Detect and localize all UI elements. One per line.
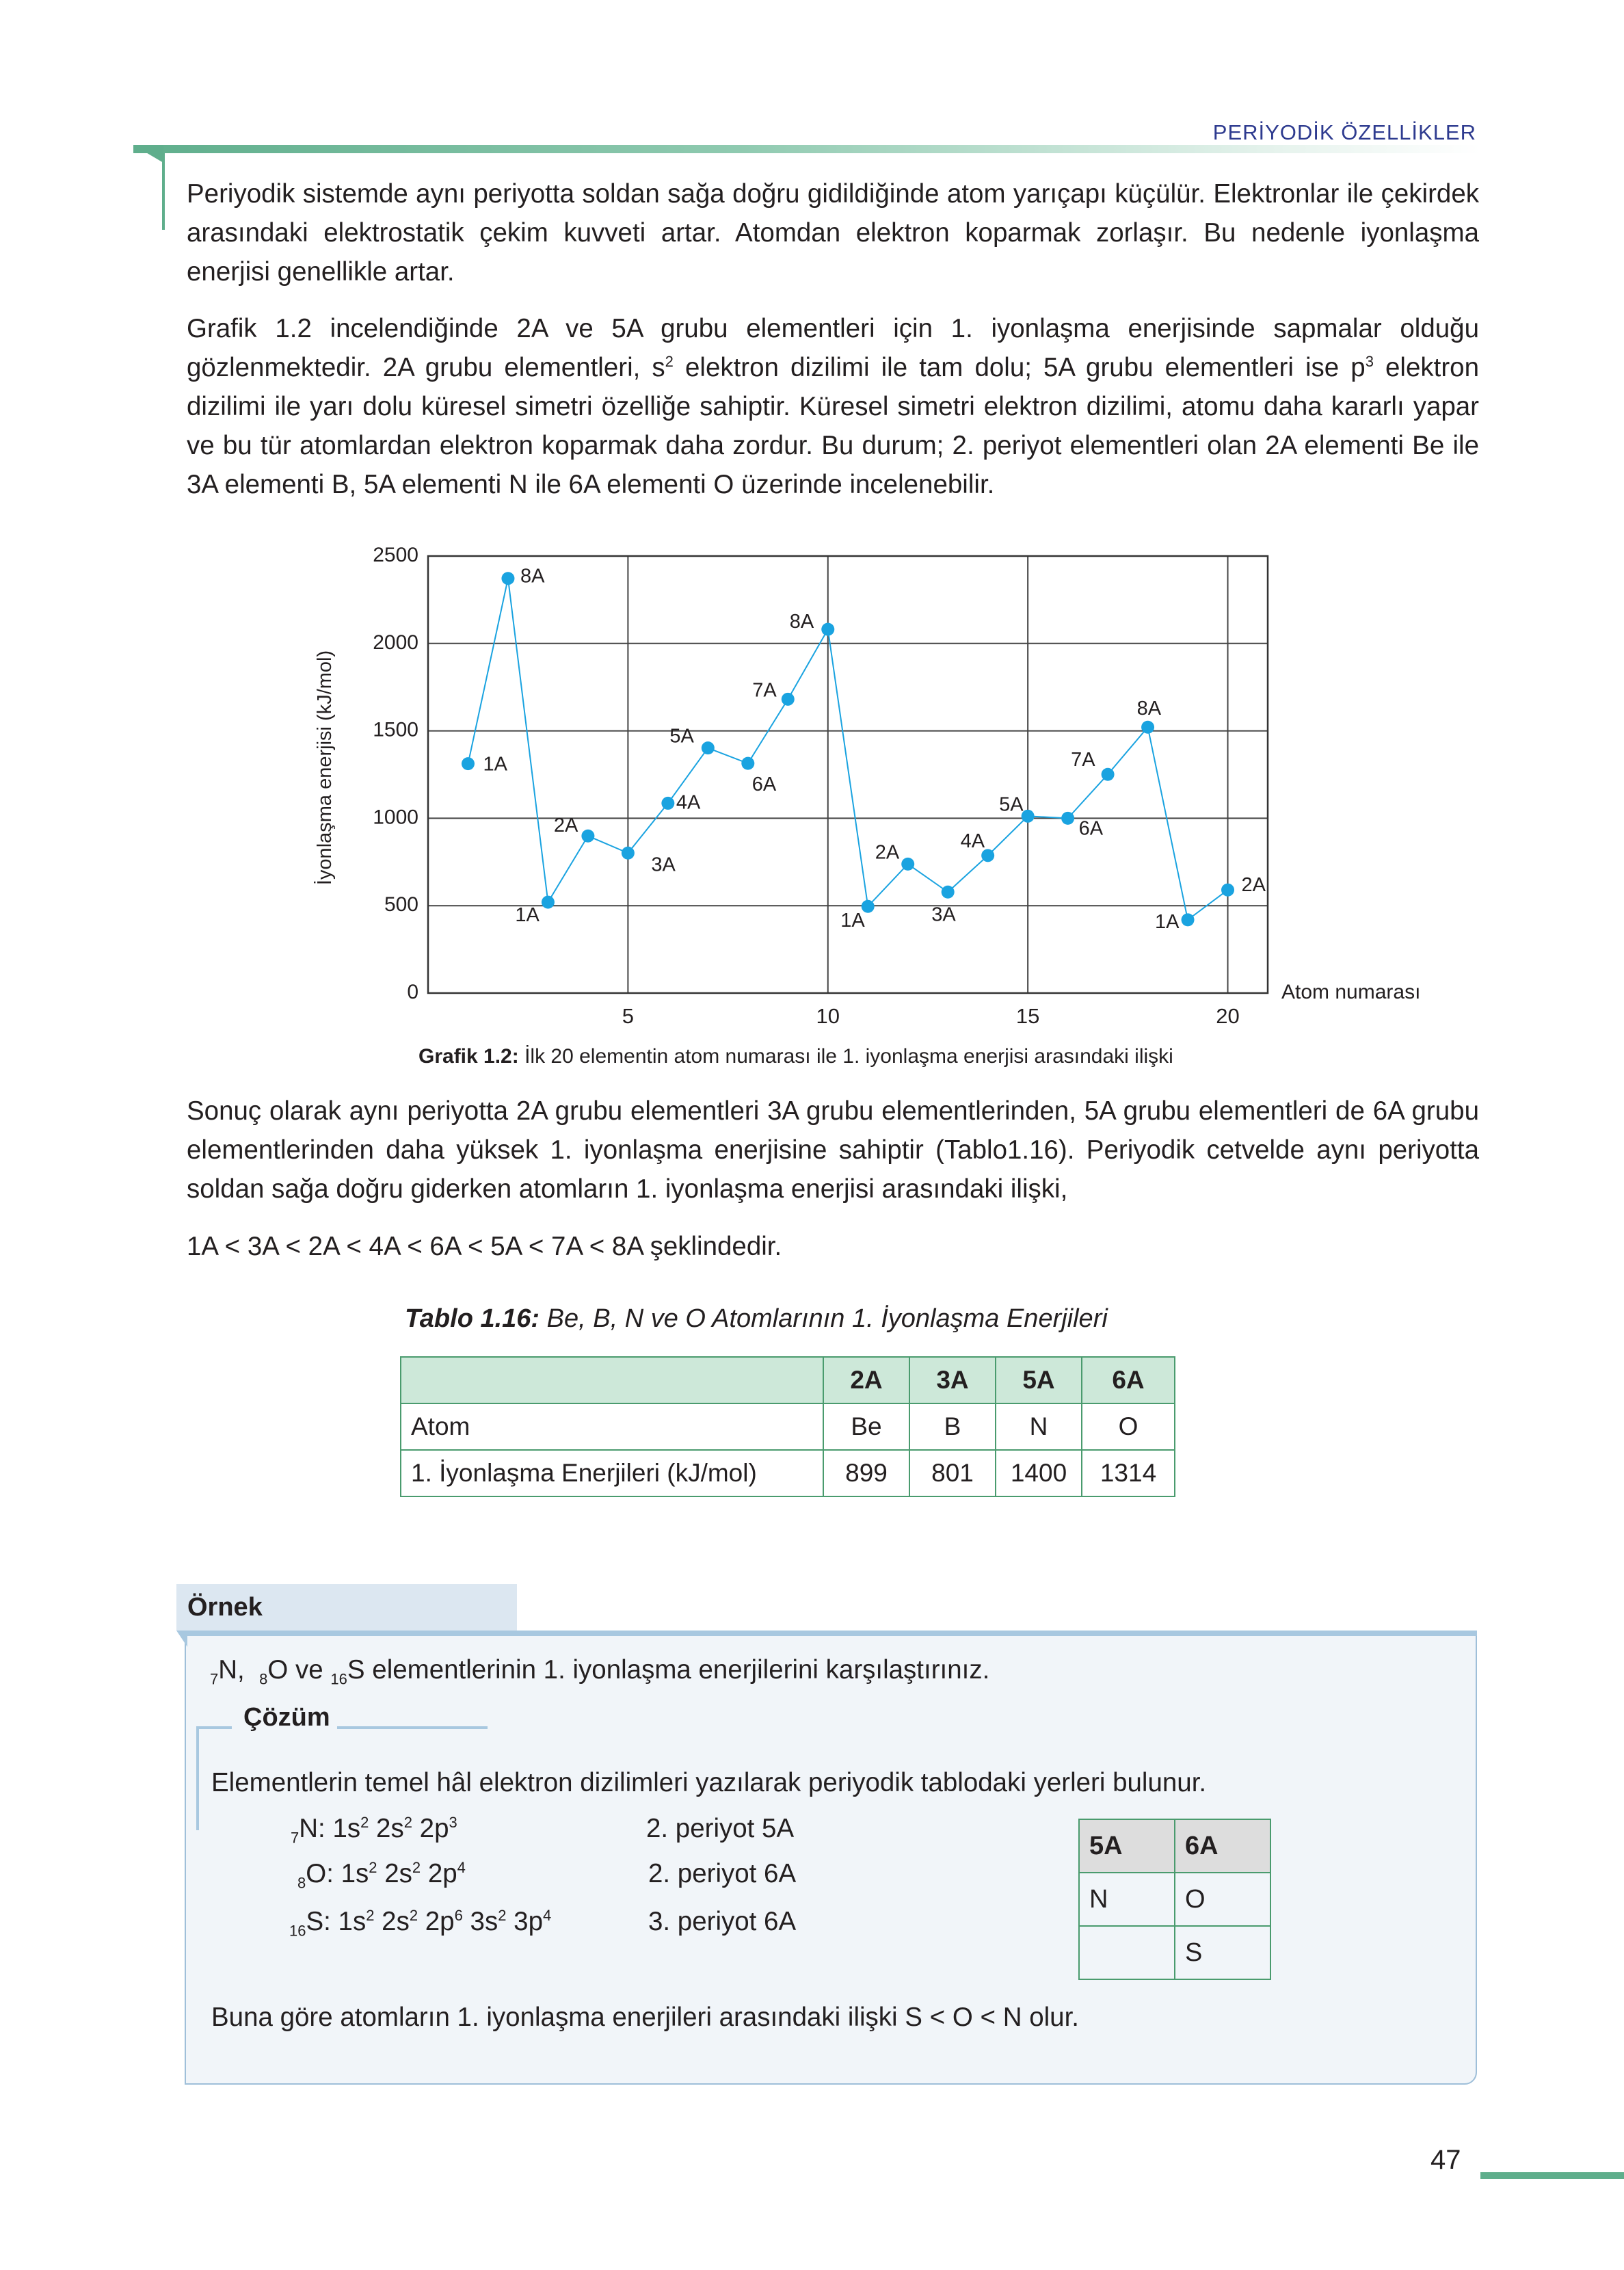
table-cell: 801 <box>909 1450 996 1496</box>
x-tick-label: 15 <box>1015 1004 1040 1028</box>
y-tick-label: 2500 <box>373 544 418 566</box>
table-cell: B <box>909 1403 996 1450</box>
example-conclusion: Buna göre atomların 1. iyonlaşma enerjileri arasındaki ilişki S < O < N olur. <box>211 2003 1079 2032</box>
mini-table-cell: O <box>1175 1873 1270 1926</box>
periodic-mini-table <box>1078 1819 1271 1980</box>
chart-caption: Grafik 1.2: İlk 20 elementin atom numarası ile 1. iyonlaşma enerjisi arasındaki ilişki <box>418 1045 1173 1068</box>
data-point <box>821 623 834 636</box>
data-label: 6A <box>751 774 777 796</box>
example-decor-tab <box>176 1631 187 1647</box>
data-point <box>782 693 795 706</box>
data-label: 3A <box>931 903 956 926</box>
data-point <box>581 830 594 843</box>
paragraph-3: Sonuç olarak aynı periyotta 2A grubu elementleri 3A grubu elementlerinden, 5A grubu elementleri de 6A grubu elementlerinden daha yüksek 1. iyonlaşma enerjisine sahiptir (Tablo1.16). Periyodik cetvelde aynı periyotta soldan sağa doğru giderken atomların 1. iyonlaşma enerjisi arasındaki ilişki, <box>187 1096 1479 1204</box>
data-label: 4A <box>676 791 701 814</box>
electron-config-n: $_7$N: $1s^2$ $2s^2$ $2p^3$ <box>291 1814 457 1847</box>
data-label: 1A <box>1155 910 1180 933</box>
data-label: 6A <box>1078 817 1104 840</box>
data-label: 1A <box>515 904 540 927</box>
solution-label: Çözüm <box>243 1703 330 1732</box>
mini-table-header-cell: 6A <box>1175 1819 1270 1873</box>
data-label: 5A <box>999 793 1024 816</box>
data-point <box>542 896 555 909</box>
data-point <box>622 847 635 860</box>
data-point <box>1221 884 1234 897</box>
example-label: Örnek <box>176 1584 517 1631</box>
electron-config-o: $_8$O: $1s^2$ $2s^2$ $2p^4$ <box>297 1859 466 1892</box>
data-label: 8A <box>520 565 545 588</box>
data-point <box>1061 812 1074 825</box>
table-cell: O <box>1082 1403 1175 1450</box>
mini-table-cell <box>1079 1926 1175 1979</box>
mini-table-cell: S <box>1175 1926 1270 1979</box>
data-label: 2A <box>1241 874 1266 897</box>
x-tick-label: 10 <box>816 1004 840 1028</box>
page-number: 47 <box>1430 2145 1461 2175</box>
x-tick-label: 5 <box>622 1004 635 1028</box>
paragraph-1: Periyodik sistemde aynı periyotta soldan sağa doğru gidildiğinde atom yarıçapı küçülür. Elektronlar ile çekirdek arasındaki elektrostatik çekim kuvveti artar. Atomdan elektron koparmak zorlaşır. Bu nedenle iyonlaşma enerjisi genellikle artar. <box>187 179 1479 287</box>
table-cell: 899 <box>823 1450 909 1496</box>
period-group-s: 3. periyot 6A <box>648 1907 797 1936</box>
table-header-cell <box>401 1357 823 1403</box>
data-label: 1A <box>483 753 507 776</box>
data-point <box>901 858 914 871</box>
footer-decor-bar <box>1480 2172 1624 2179</box>
data-label: 2A <box>875 841 900 864</box>
series-line <box>468 579 1227 920</box>
solution-frame-line <box>337 1726 488 1729</box>
table-header-cell: 2A <box>823 1357 909 1403</box>
running-header: PERİYODİK ÖZELLİKLER <box>1212 120 1476 144</box>
example-top-line <box>185 1631 1477 1636</box>
mini-table-row <box>1079 1926 1270 1979</box>
data-point <box>942 886 955 899</box>
data-label: 8A <box>1136 698 1162 720</box>
table-cell: N <box>996 1403 1082 1450</box>
ionization-energy-chart <box>301 540 1450 1033</box>
data-point <box>1102 768 1115 781</box>
solution-frame-line <box>196 1726 232 1729</box>
table-row <box>401 1403 1175 1450</box>
y-tick-label: 1500 <box>373 718 418 741</box>
table-title: Tablo 1.16: Be, B, N ve O Atomlarının 1. İyonlaşma Enerjileri <box>405 1304 1108 1333</box>
solution-intro: Elementlerin temel hâl elektron dizilimleri yazılarak periyodik tablodaki yerleri bulunur. <box>211 1768 1207 1797</box>
mini-table-header-cell: 5A <box>1079 1819 1175 1873</box>
data-label: 3A <box>651 854 676 876</box>
table-header-cell: 6A <box>1082 1357 1175 1403</box>
table-cell: 1. İyonlaşma Enerjileri (kJ/mol) <box>401 1450 823 1496</box>
data-point <box>702 741 715 754</box>
header-decor-vline <box>162 153 165 230</box>
ionization-table <box>400 1356 1175 1497</box>
y-tick-label: 1000 <box>373 806 418 829</box>
electron-config-s: $_{16}$S: $1s^2$ $2s^2$ $2p^6$ $3s^2$ $3p^4$ <box>289 1907 552 1940</box>
paragraph-4: 1A < 3A < 2A < 4A < 6A < 5A < 7A < 8A şeklindedir. <box>187 1232 782 1261</box>
period-group-o: 2. periyot 6A <box>648 1859 797 1888</box>
y-tick-label: 2000 <box>373 631 418 654</box>
x-tick-label: 20 <box>1216 1004 1240 1028</box>
table-cell: 1400 <box>996 1450 1082 1496</box>
data-label: 2A <box>553 815 578 837</box>
table-header-cell: 5A <box>996 1357 1082 1403</box>
data-point <box>462 757 475 770</box>
data-label: 5A <box>669 725 694 748</box>
data-point <box>741 757 754 770</box>
data-point <box>501 572 514 585</box>
table-cell: Atom <box>401 1403 823 1450</box>
y-axis-label: İyonlaşma enerjisi (kJ/mol) <box>314 650 336 886</box>
header-decor-bar <box>133 145 1480 153</box>
table-cell: Be <box>823 1403 909 1450</box>
solution-frame <box>196 1726 199 1830</box>
data-label: 4A <box>960 830 985 852</box>
table-cell: 1314 <box>1082 1450 1175 1496</box>
header-decor-tab <box>133 145 163 163</box>
data-label: 1A <box>840 910 865 932</box>
data-label: 7A <box>1071 749 1095 771</box>
data-point <box>1182 913 1195 926</box>
table-header-row <box>401 1357 1175 1403</box>
x-axis-label: Atom numarası <box>1281 981 1421 1003</box>
mini-table-row <box>1079 1873 1270 1926</box>
paragraph-2: Grafik 1.2 incelendiğinde 2A ve 5A grubu elementleri için 1. iyonlaşma enerjisinde sapmalar olduğu gözlenmektedir. 2A grubu elementleri, $s^2$ elektron dizilimi ile tam dolu; 5A grubu elementleri ise $p^3$ elektron dizilimi ile yarı dolu küresel simetri özelliğe sahiptir. Küresel simetri elektron dizilimi, atomu daha kararlı yapar ve bu tür atomlardan elektron koparmak daha zordur. Bu durum; 2. periyot elementleri olan 2A elementi Be ile 3A elementi B, 5A elementi N ile 6A elementi O üzerinde incelenebilir. <box>187 314 1479 499</box>
y-tick-label: 0 <box>407 981 418 1003</box>
table-header-cell: 3A <box>909 1357 996 1403</box>
table-row <box>401 1450 1175 1496</box>
mini-table-header-row <box>1079 1819 1270 1873</box>
data-point <box>661 797 674 810</box>
data-point <box>1141 721 1154 734</box>
data-label: 8A <box>789 611 814 633</box>
data-label: 7A <box>752 679 777 702</box>
period-group-n: 2. periyot 5A <box>646 1814 795 1843</box>
mini-table-cell: N <box>1079 1873 1175 1926</box>
example-question: $_7$N, $_8$O ve $_{16}$S elementlerinin 1. iyonlaşma enerjilerini karşılaştırınız. <box>210 1655 990 1688</box>
y-tick-label: 500 <box>384 893 418 916</box>
